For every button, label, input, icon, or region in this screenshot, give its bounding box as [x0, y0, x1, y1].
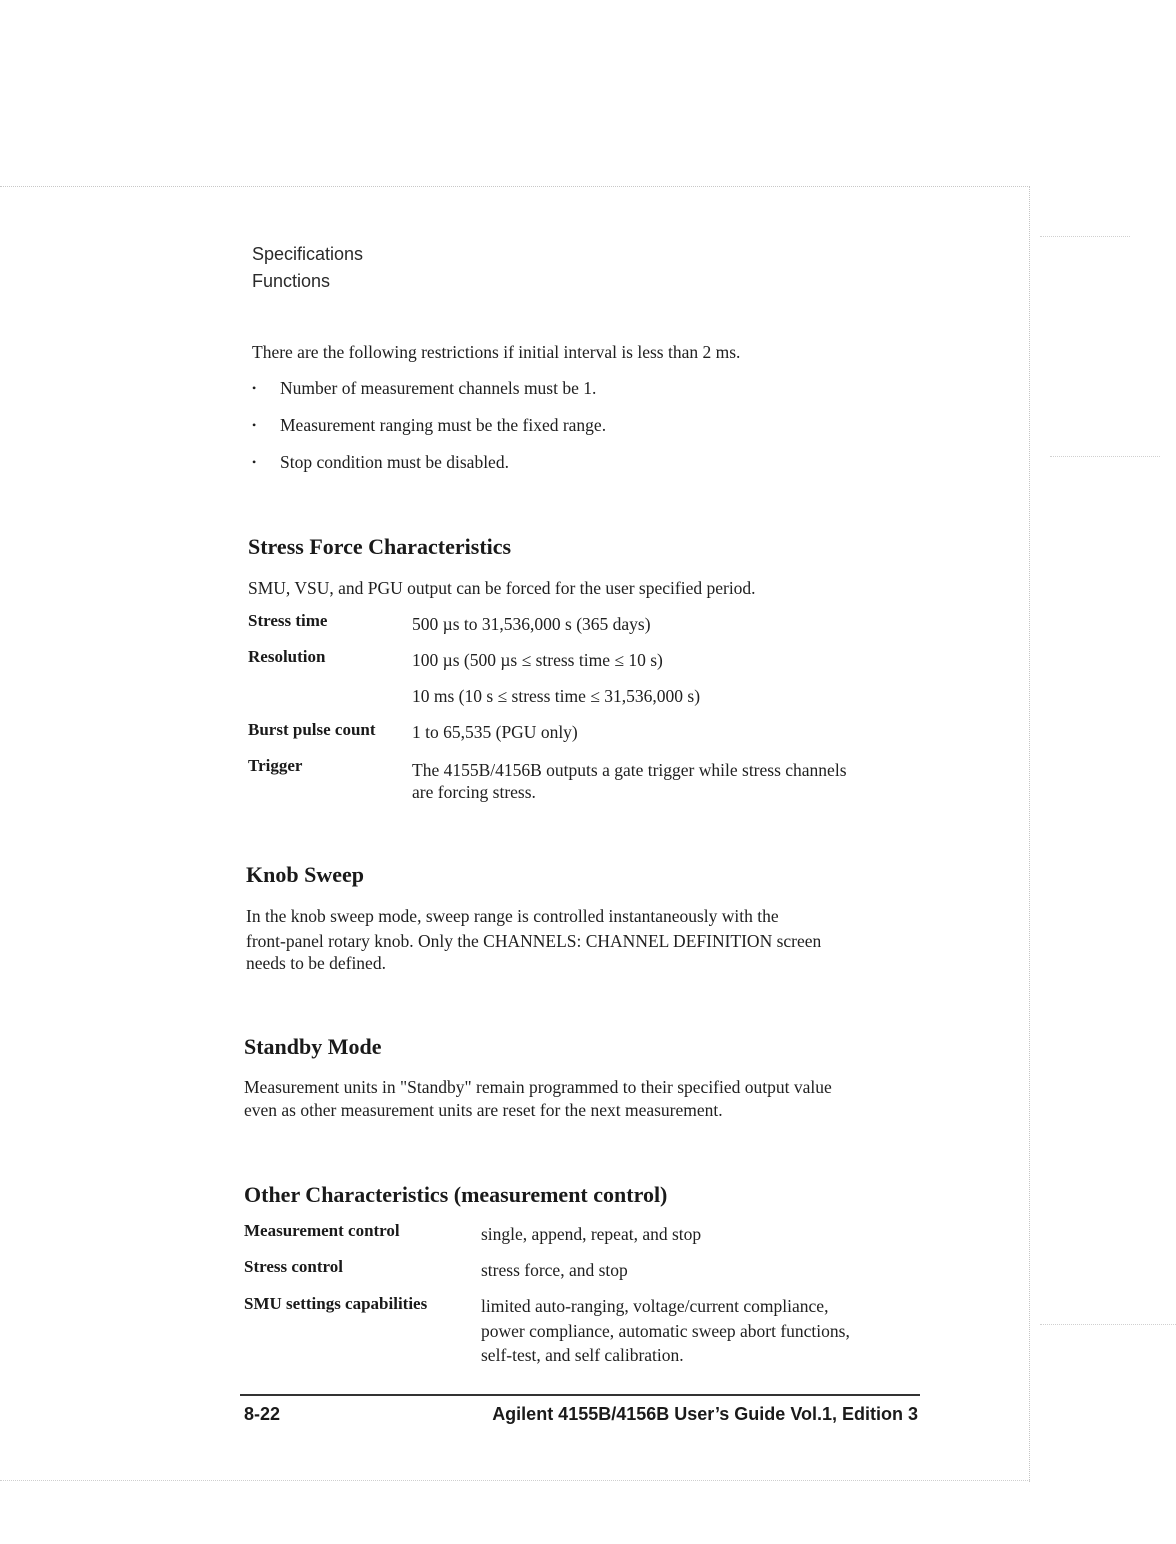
spec-label: Burst pulse count	[248, 720, 376, 739]
running-head-chapter: Specifications	[252, 244, 364, 264]
bullet-icon: •	[252, 381, 257, 395]
spec-value: 100 µs (500 µs ≤ stress time ≤ 10 s)	[412, 650, 663, 670]
spec-label: SMU settings capabilities	[244, 1294, 428, 1313]
spec-value: limited auto-ranging, voltage/current compliance,	[481, 1296, 829, 1316]
list-item-text: Number of measurement channels must be 1.	[280, 378, 597, 398]
scan-tick	[1040, 1324, 1176, 1325]
running-head-section: Functions	[252, 271, 331, 291]
bullet-icon: •	[252, 455, 257, 469]
spec-value: power compliance, automatic sweep abort functions,	[481, 1321, 850, 1341]
spec-value: are forcing stress.	[412, 782, 536, 802]
footer-rule	[240, 1394, 920, 1396]
standby-line: Measurement units in "Standby" remain programmed to their specified output value	[244, 1077, 832, 1097]
section-title-knob-sweep: Knob Sweep	[246, 862, 364, 887]
scan-border-top	[0, 186, 1030, 187]
footer-title: Agilent 4155B/4156B User’s Guide Vol.1, Edition 3	[492, 1404, 918, 1424]
standby-line: even as other measurement units are reset for the next measurement.	[244, 1100, 723, 1120]
list-item	[252, 415, 606, 436]
knob-line: In the knob sweep mode, sweep range is controlled instantaneously with the	[246, 906, 779, 926]
bullet-icon: •	[252, 418, 257, 432]
section-title-other: Other Characteristics (measurement control)	[244, 1182, 668, 1207]
page-number: 8-22	[244, 1404, 281, 1424]
list-item-text: Measurement ranging must be the fixed range.	[280, 415, 607, 435]
scan-border-right	[1029, 186, 1030, 1482]
section-title-stress: Stress Force Characteristics	[248, 534, 512, 559]
scan-tick	[1040, 236, 1130, 237]
list-item	[252, 452, 509, 473]
spec-label: Resolution	[248, 647, 326, 666]
knob-line: needs to be defined.	[246, 953, 386, 973]
section-title-standby: Standby Mode	[244, 1034, 382, 1059]
spec-label: Trigger	[248, 756, 303, 775]
spec-value: stress force, and stop	[481, 1260, 628, 1280]
spec-label: Measurement control	[244, 1221, 400, 1240]
stress-description: SMU, VSU, and PGU output can be forced for the user specified period.	[248, 578, 756, 598]
list-item	[252, 378, 596, 399]
spec-value: self-test, and self calibration.	[481, 1345, 684, 1365]
spec-label: Stress time	[248, 611, 328, 630]
spec-value: 10 ms (10 s ≤ stress time ≤ 31,536,000 s)	[412, 686, 701, 706]
list-item-text: Stop condition must be disabled.	[280, 452, 509, 472]
scan-border-bottom	[0, 1480, 1030, 1481]
scan-tick	[1050, 456, 1160, 457]
spec-value: The 4155B/4156B outputs a gate trigger while stress channels	[412, 760, 847, 780]
intro-paragraph: There are the following restrictions if initial interval is less than 2 ms.	[252, 342, 741, 362]
knob-line: front-panel rotary knob. Only the CHANNELS: CHANNEL DEFINITION screen	[246, 931, 822, 951]
spec-value: single, append, repeat, and stop	[481, 1224, 702, 1244]
spec-value: 1 to 65,535 (PGU only)	[412, 722, 578, 742]
spec-value: 500 µs to 31,536,000 s (365 days)	[412, 614, 651, 634]
spec-label: Stress control	[244, 1257, 344, 1276]
